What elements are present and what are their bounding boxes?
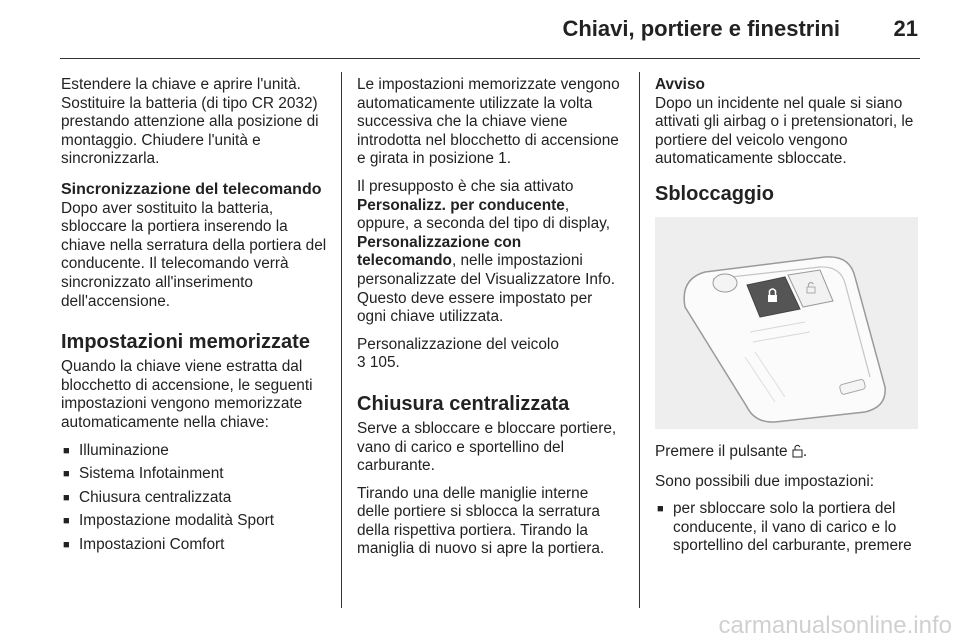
- text-run: Il presupposto è che sia attivato: [357, 177, 574, 195]
- column-1: [61, 76, 327, 559]
- text-run: Premere il pulsante: [655, 442, 788, 460]
- unlock-icon: [792, 443, 803, 464]
- paragraph-memorized: Quando la chiave viene estratta dal blocchetto di accensione, le seguenti impostazioni vengono memorizzate automaticamente nella chiave:: [61, 358, 313, 431]
- unlock-settings-list: [655, 500, 923, 556]
- notice-box: [655, 76, 923, 169]
- paragraph-auto-use: Le impostazioni memorizzate vengono automaticamente utilizzate la volta successiva che la chiave viene introdotta nel blocchetto di accensione e girata in posizione 1.: [357, 76, 620, 168]
- list-item: ■ Impostazioni Comfort: [61, 536, 327, 555]
- column-divider-1: [341, 72, 342, 608]
- section-heading-unlock: Sbloccaggio: [655, 182, 774, 205]
- paragraph-press-button: Premere il pulsante .: [655, 443, 923, 464]
- section-heading-central-locking: Chiusura centralizzata: [357, 392, 570, 415]
- notice-title: Avviso: [655, 76, 705, 93]
- section-heading-memorized: Impostazioni memorizzate: [61, 331, 310, 354]
- header-title: Chiavi, portiere e finestrini: [562, 16, 840, 41]
- watermark: carmanualsonline.info: [718, 612, 952, 639]
- remote-key-image: [655, 217, 918, 429]
- list-item: ■ Chiusura centralizzata: [61, 489, 327, 508]
- remote-key-illustration: [655, 217, 918, 429]
- list-item: ■ Sistema Infotainment: [61, 465, 327, 484]
- menu-term-driver: Personalizz. per conducente: [357, 196, 565, 214]
- page-header: [0, 0, 960, 58]
- list-item: ■ Impostazione modalità Sport: [61, 512, 327, 531]
- column-divider-2: [639, 72, 640, 608]
- paragraph-settings-intro: Sono possibili due impostazioni:: [655, 472, 875, 490]
- header-divider: [60, 58, 920, 59]
- notice-text: Dopo un incidente nel quale si siano attivati gli airbag o i pretensionatori, le portiere del veicolo vengono automaticamente sbloccate.: [655, 94, 914, 168]
- page-number: 21: [893, 16, 918, 41]
- list-item: ■ Illuminazione: [61, 442, 327, 461]
- text-run: , nelle impostazioni personalizzate del Visualizzatore Info. Questo deve essere impostato per ogni chiave utilizzata.: [357, 252, 616, 326]
- paragraph-door-handles: Tirando una delle maniglie interne delle portiere si sblocca la serratura della rispettiva portiera. Tirando la maniglia di nuovo si apre la portiera.: [357, 484, 605, 558]
- column-2: [357, 76, 622, 568]
- list-item: ■ per sbloccare solo la portiera del conducente, il vano di carico e lo sportellino del carburante, premere: [655, 500, 923, 556]
- page-reference: 3 105.: [357, 354, 400, 372]
- menu-term-remote: Personalizzazione con telecomando: [357, 233, 522, 270]
- paragraph-vehicle-personalization: [357, 336, 622, 373]
- paragraph-central-locking: Serve a sbloccare e bloccare portiere, vano di carico e sportellino del carburante.: [357, 419, 617, 475]
- paragraph-prerequisite: [357, 178, 622, 327]
- memorized-list: [61, 442, 327, 555]
- text-run: , oppure, a seconda del tipo di display,: [357, 196, 610, 233]
- paragraph-battery: Estendere la chiave e aprire l'unità. Sostituire la batteria (di tipo CR 2032) prestando attenzione alla posizione di montaggio. Chiudere l'unità e sincronizzarla.: [61, 76, 319, 168]
- text-run: Personalizzazione del veicolo: [357, 335, 559, 353]
- paragraph-sync: Dopo aver sostituito la batteria, sbloccare la portiera inserendo la chiave nella serratura della portiera del conducente. Il telecomando verrà sincronizzato all'inserimento dell'accensione.: [61, 199, 327, 310]
- column-3: [655, 76, 923, 561]
- subheading-sync: Sincronizzazione del telecomando: [61, 180, 322, 198]
